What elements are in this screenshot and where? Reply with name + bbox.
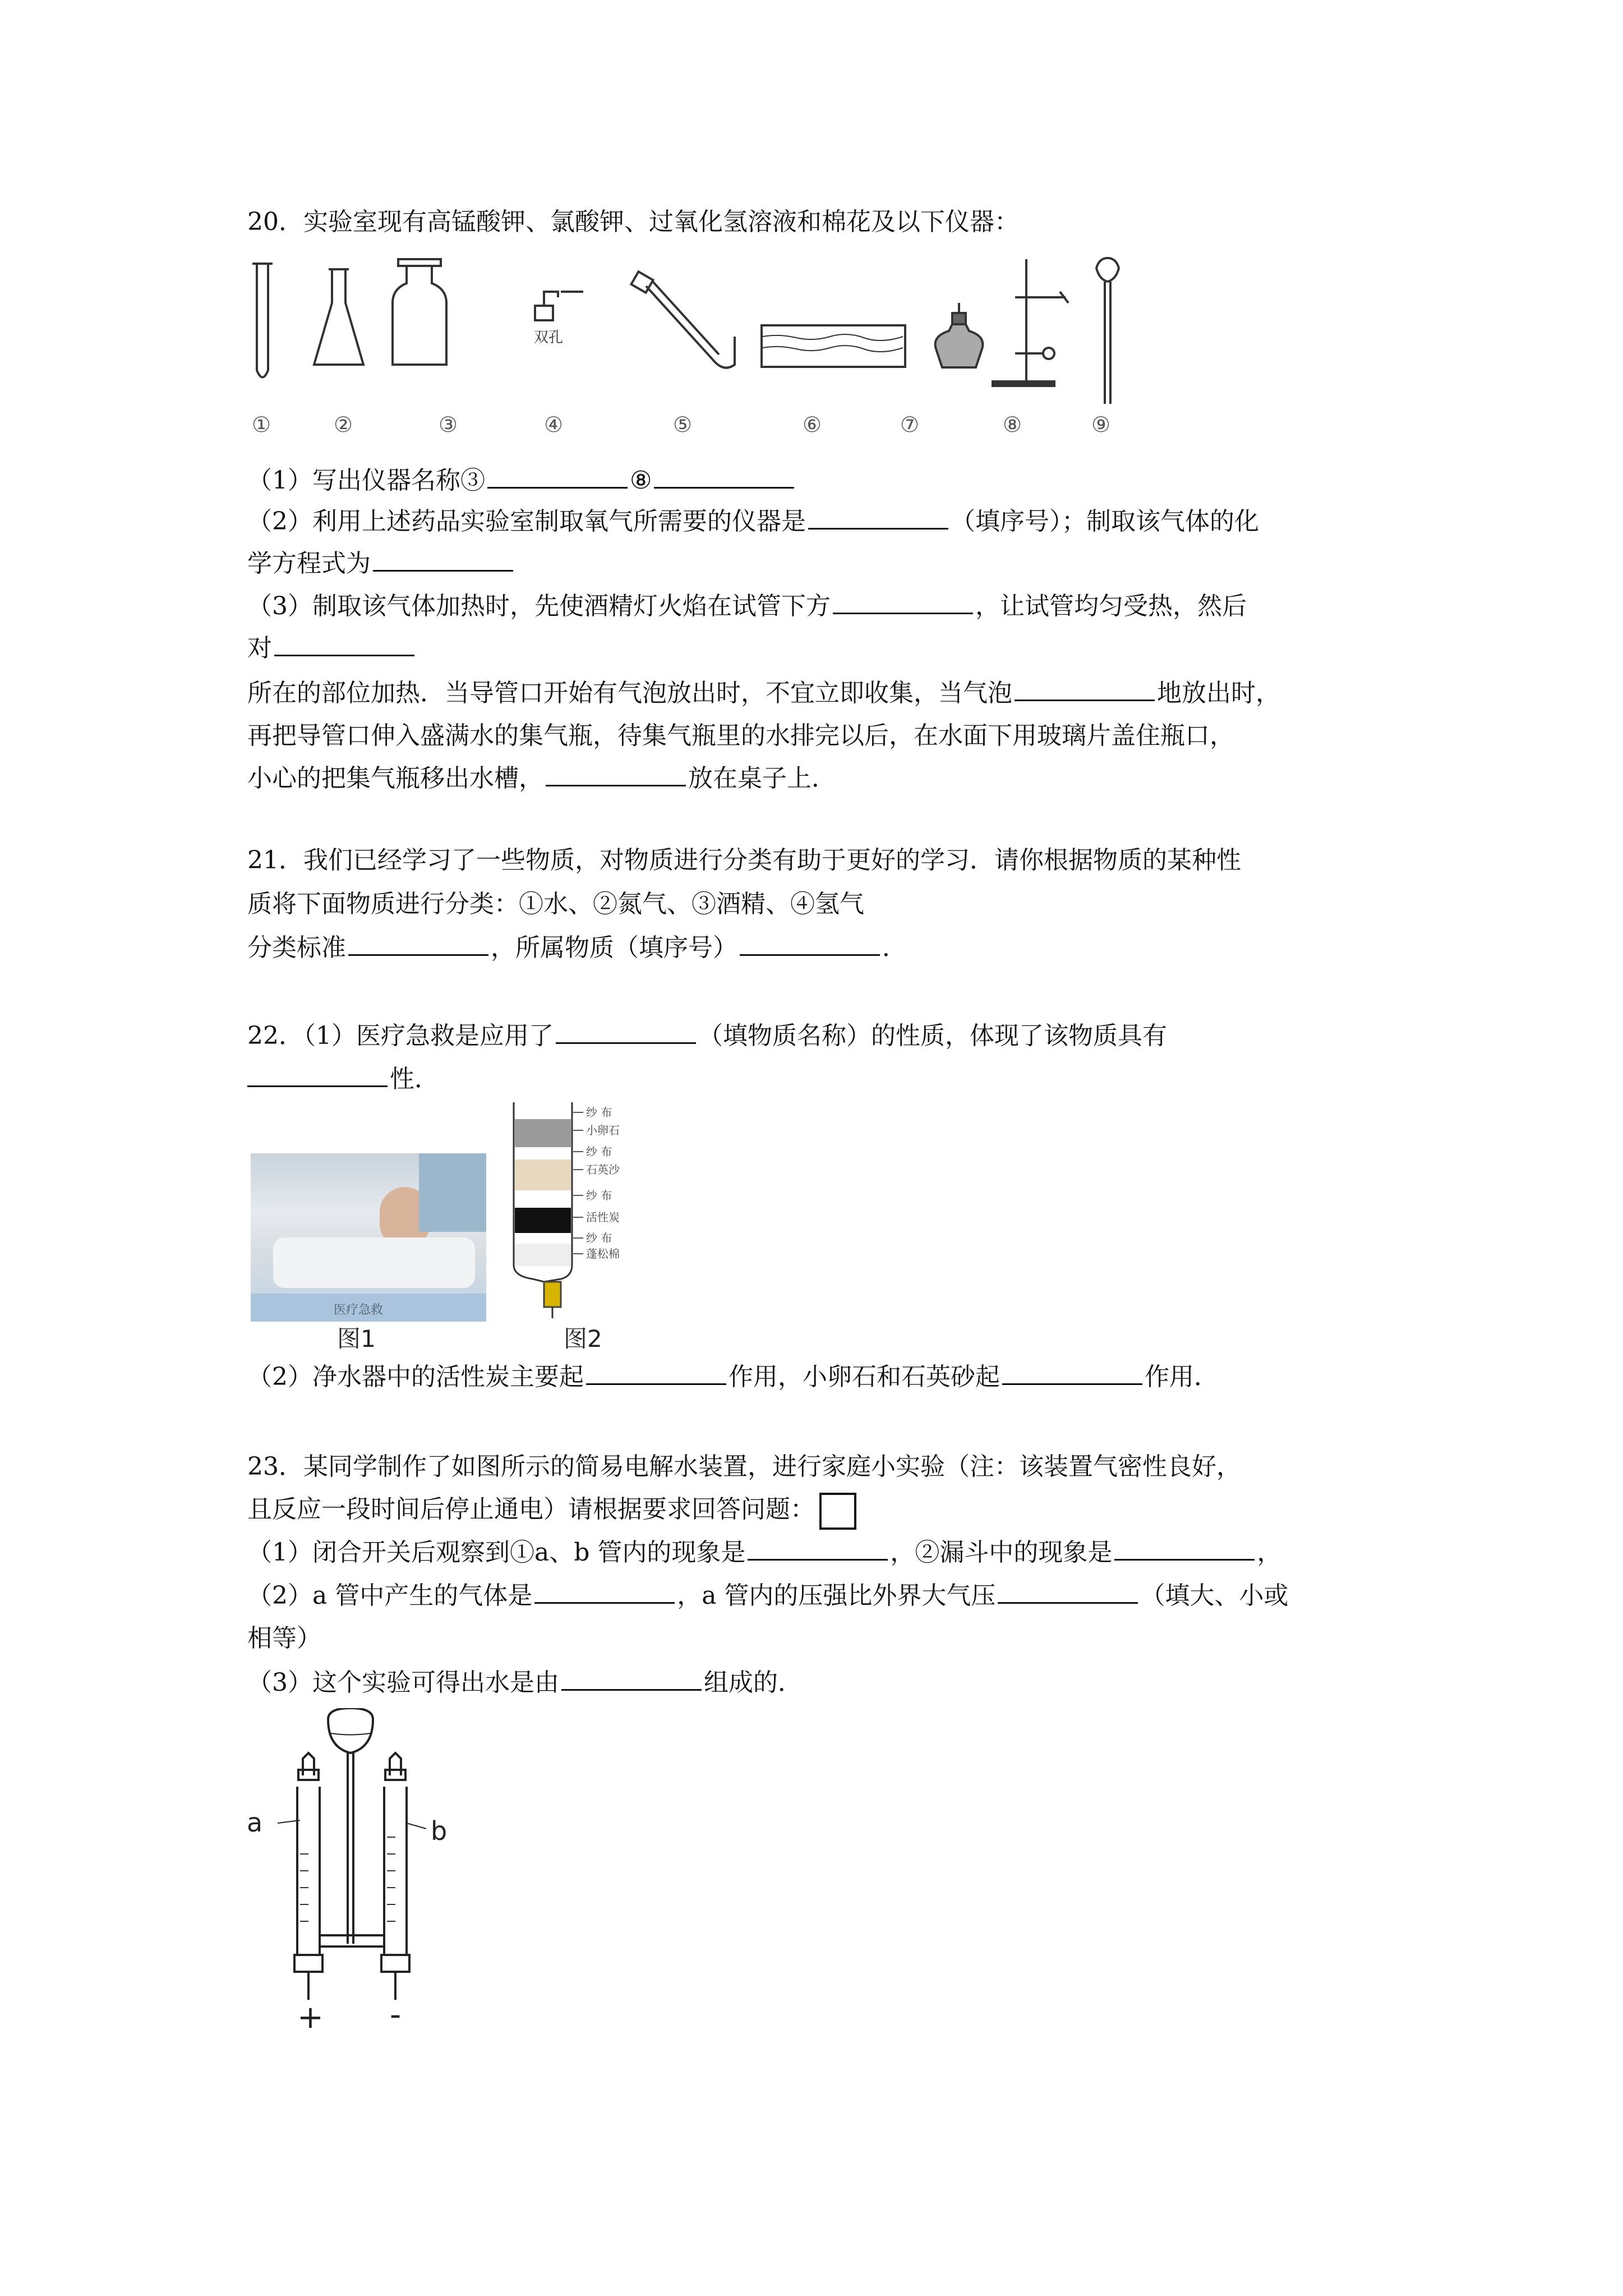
answer-blank[interactable] xyxy=(1015,675,1155,701)
layer-label: 蓬松棉 xyxy=(586,1247,620,1260)
question-text: （填物质名称）的性质，体现了该物质具有 xyxy=(698,1022,1167,1050)
question-text: （3）制取该气体加热时，先使酒精灯火焰在试管下方 xyxy=(247,592,831,620)
answer-blank[interactable] xyxy=(998,1577,1138,1604)
apparatus-number: ③ xyxy=(439,412,458,437)
answer-blank[interactable] xyxy=(561,1664,702,1691)
question-text: 性． xyxy=(390,1065,439,1093)
q20-part3-cont xyxy=(247,757,836,800)
question-text: 22．（1）医疗急救是应用了 xyxy=(247,1022,554,1050)
apparatus-number: ② xyxy=(334,412,353,437)
question-text: （1）闭合开关后观察到①a、b 管内的现象是 xyxy=(247,1538,746,1567)
question-text: 放在桌子上． xyxy=(688,764,836,793)
question-text: 地放出时， xyxy=(1157,679,1280,707)
negative-terminal-label: - xyxy=(390,1996,402,2033)
q20-part2-cont xyxy=(247,542,515,586)
layer-label: 石英沙 xyxy=(586,1163,620,1176)
stopper-icon xyxy=(535,292,583,320)
q23-part3 xyxy=(247,1661,803,1705)
question-text: 学方程式为 xyxy=(247,549,371,578)
stopper-label: 双孔 xyxy=(534,329,564,346)
q20-part3-cont xyxy=(247,627,417,670)
q20-part1 xyxy=(247,459,796,503)
funnel-icon xyxy=(1096,258,1119,404)
q22-part1-cont xyxy=(247,1057,439,1101)
q21-stem-cont: 质将下面物质进行分类：①水、②氮气、③酒精、④氢气 xyxy=(247,890,864,918)
question-text: 作用． xyxy=(1145,1363,1219,1391)
answer-blank[interactable] xyxy=(808,503,948,530)
answer-blank[interactable] xyxy=(546,760,686,786)
question-text: （2）净水器中的活性炭主要起 xyxy=(247,1363,584,1391)
layer-label: 小卵石 xyxy=(586,1124,620,1137)
electrolysis-apparatus-diagram xyxy=(247,1708,482,2045)
answer-blank[interactable] xyxy=(348,930,488,956)
apparatus-number: ⑥ xyxy=(803,412,822,437)
question-text: （填大、小或 xyxy=(1140,1581,1289,1610)
medical-emergency-photo xyxy=(251,1153,486,1322)
apparatus-number: ⑨ xyxy=(1091,412,1111,437)
gas-jar-icon xyxy=(393,259,446,365)
q20-part2 xyxy=(247,500,1259,544)
q21-answer-line xyxy=(247,926,907,970)
q23-part2 xyxy=(247,1574,1288,1618)
q22-part2 xyxy=(247,1355,1219,1399)
test-tube-icon xyxy=(252,264,273,378)
q21-stem: 21．我们已经学习了一些物质，对物质进行分类有助于更好的学习．请你根据物质的某种性 xyxy=(247,846,1241,875)
apparatus-number: ① xyxy=(252,412,271,437)
question-text: （填序号）；制取该气体的化 xyxy=(951,507,1259,536)
question-text: 所在的部位加热．当导管口开始有气泡放出时，不宜立即收集，当气泡 xyxy=(247,679,1012,707)
photo-inner-caption: 医疗急救 xyxy=(334,1303,384,1317)
question-text: ， xyxy=(1257,1538,1282,1567)
question-text: （3）这个实验可得出水是由 xyxy=(247,1668,559,1697)
delivery-tube-icon xyxy=(631,272,735,367)
question-text: （1）写出仪器名称③ xyxy=(247,466,485,495)
iron-stand-icon xyxy=(993,259,1068,386)
q22-part1 xyxy=(247,1014,1167,1058)
question-text: 分类标准 xyxy=(247,933,346,962)
answer-blank[interactable] xyxy=(748,1534,888,1561)
question-text: 且反应一段时间后停止通电）请根据要求回答问题： xyxy=(247,1495,815,1524)
water-purifier-diagram xyxy=(499,1097,684,1321)
question-text: ，a 管内的压强比外界大气压 xyxy=(677,1581,996,1610)
layer-label: 纱 布 xyxy=(586,1145,612,1158)
question-text: 对 xyxy=(247,634,272,662)
question-text: 小心的把集气瓶移出水槽， xyxy=(247,764,543,793)
answer-blank[interactable] xyxy=(274,630,414,656)
answer-blank[interactable] xyxy=(654,462,794,489)
answer-blank[interactable] xyxy=(586,1359,726,1385)
layer-label: 纱 布 xyxy=(586,1189,612,1202)
q20-part3-cont xyxy=(247,671,1280,715)
q23-part1 xyxy=(247,1531,1281,1575)
water-trough-icon xyxy=(762,325,905,367)
q23-part2-cont: 相等） xyxy=(247,1624,321,1653)
question-text: 组成的． xyxy=(704,1668,803,1697)
answer-blank[interactable] xyxy=(833,588,973,614)
answer-blank[interactable] xyxy=(740,930,880,956)
tube-label-b: b xyxy=(431,1816,448,1846)
figure-caption: 图1 xyxy=(337,1325,376,1352)
question-text: ． xyxy=(882,933,907,962)
question-text: 作用，小卵石和石英砂起 xyxy=(728,1363,1000,1391)
q23-stem-cont xyxy=(247,1488,856,1531)
answer-blank[interactable] xyxy=(1002,1359,1142,1385)
answer-blank[interactable] xyxy=(534,1577,675,1604)
q20-part3 xyxy=(247,585,1247,628)
apparatus-number: ⑦ xyxy=(900,412,920,437)
layer-label: 纱 布 xyxy=(586,1106,612,1119)
figure-caption: 图2 xyxy=(564,1325,602,1352)
answer-blank[interactable] xyxy=(487,462,628,489)
apparatus-number: ⑧ xyxy=(1003,412,1022,437)
positive-terminal-label: + xyxy=(297,1999,324,2036)
conical-flask-icon xyxy=(314,269,363,365)
checkbox-square[interactable] xyxy=(819,1493,856,1530)
tube-label-a: a xyxy=(247,1807,263,1838)
question-text: （2）利用上述药品实验室制取氧气所需要的仪器是 xyxy=(247,507,806,536)
apparatus-number: ④ xyxy=(544,412,564,437)
question-text: ⑧ xyxy=(630,466,652,495)
question-text: ，所属物质（填序号） xyxy=(491,933,737,962)
question-text: ，②漏斗中的现象是 xyxy=(890,1538,1113,1567)
answer-blank[interactable] xyxy=(1114,1534,1255,1561)
q23-stem: 23．某同学制作了如图所示的简易电解水装置，进行家庭小实验（注：该装置气密性良好， xyxy=(247,1452,1241,1481)
q20-part3-cont: 再把导管口伸入盛满水的集气瓶，待集气瓶里的水排完以后，在水面下用玻璃片盖住瓶口， xyxy=(247,721,1234,750)
answer-blank[interactable] xyxy=(373,545,513,572)
question-text: ，让试管均匀受热，然后 xyxy=(975,592,1247,620)
layer-label: 活性炭 xyxy=(586,1211,620,1224)
layer-label: 纱 布 xyxy=(586,1231,612,1245)
answer-blank[interactable] xyxy=(556,1018,696,1044)
answer-blank[interactable] xyxy=(247,1061,388,1087)
apparatus-number: ⑤ xyxy=(673,412,693,437)
question-text: （2）a 管中产生的气体是 xyxy=(247,1581,533,1610)
q20-stem: 20．实验室现有高锰酸钾、氯酸钾、过氧化氢溶液和棉花及以下仪器： xyxy=(247,208,1019,236)
